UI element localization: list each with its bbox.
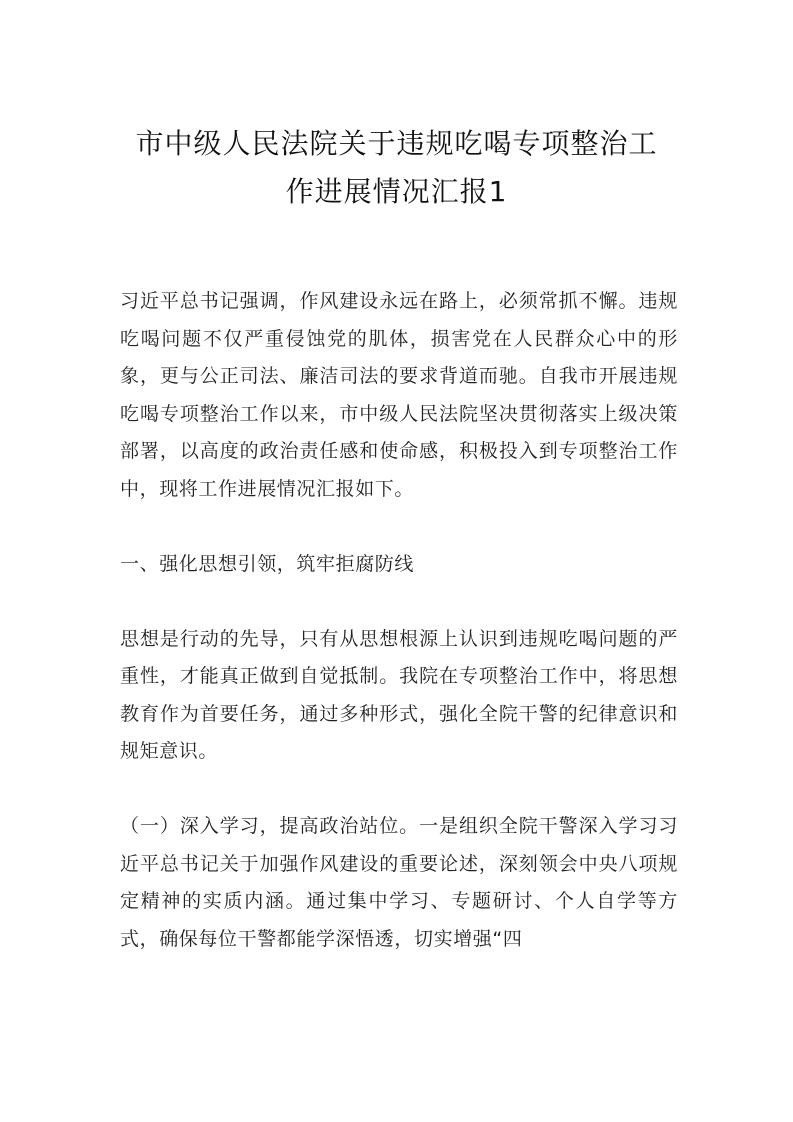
document-title-line-1: 市中级人民法院关于违规吃喝专项整治工 bbox=[135, 127, 658, 160]
paragraph-spacer bbox=[120, 583, 678, 621]
document-title bbox=[100, 120, 693, 216]
body-paragraph: 思想是行动的先导，只有从思想根源上认识到违规吃喝问题的严重性，才能真正做到自觉抵制。我院在专项整治工作中，将思想教育作为首要任务，通过多种形式，强化全院干警的纪律意识和规矩意识。 bbox=[120, 627, 678, 762]
paragraph-spacer bbox=[120, 508, 678, 546]
document-title-line-2: 作进展情况汇报1 bbox=[285, 175, 508, 208]
document-body bbox=[120, 283, 678, 958]
body-paragraph: （一）深入学习，提高政治站位。一是组织全院干警深入学习习近平总书记关于加强作风建设的重要论述，深刻领会中央八项规定精神的实质内涵。通过集中学习、专题研讨、个人自学等方式，确保每位干警都能学深悟透，切实增强“四 bbox=[120, 815, 678, 950]
intro-paragraph: 习近平总书记强调，作风建设永远在路上，必须常抓不懈。违规吃喝问题不仅严重侵蚀党的肌体，损害党在人民群众心中的形象，更与公正司法、廉洁司法的要求背道而驰。自我市开展违规吃喝专项整治工作以来，市中级人民法院坚决贯彻落实上级决策部署，以高度的政治责任感和使命感，积极投入到专项整治工作中，现将工作进展情况汇报如下。 bbox=[120, 290, 678, 500]
paragraph-spacer bbox=[120, 771, 678, 809]
section-heading: 一、强化思想引领，筑牢拒腐防线 bbox=[120, 552, 415, 575]
